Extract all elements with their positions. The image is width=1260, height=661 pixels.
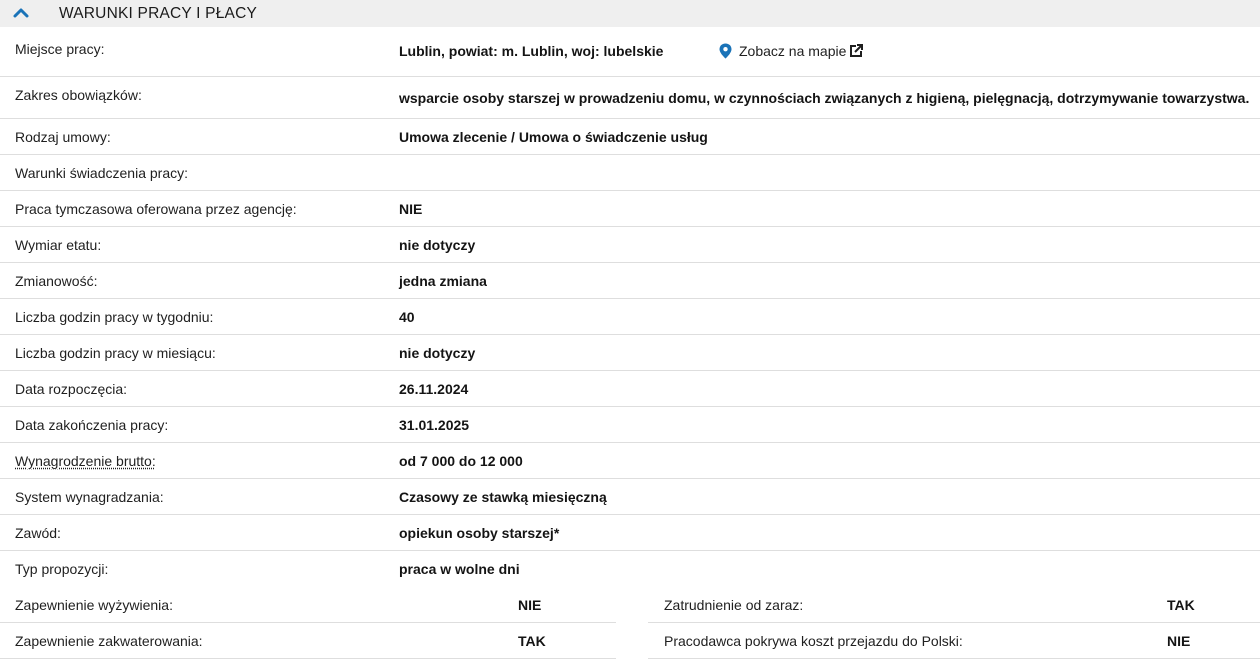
- row-value: Czasowy ze stawką miesięczną: [399, 488, 607, 505]
- row-value: TAK: [1167, 596, 1195, 613]
- row-label: Zmianowość:: [15, 272, 98, 289]
- row-value: Umowa zlecenie / Umowa o świadczenie usług: [399, 128, 708, 145]
- row-value: nie dotyczy: [399, 236, 476, 253]
- row-value: jedna zmiana: [399, 272, 487, 289]
- row-label: Liczba godzin pracy w tygodniu:: [15, 308, 214, 325]
- section-title: WARUNKI PRACY I PŁACY: [59, 5, 257, 22]
- row-data-rozpoczecia: [0, 371, 1260, 407]
- row-label: Typ propozycji:: [15, 561, 109, 577]
- row-wymiar-etatu: [0, 227, 1260, 263]
- row-label: Zatrudnienie od zaraz:: [664, 596, 804, 613]
- row-label: Zakres obowiązków:: [15, 87, 142, 103]
- row-label: Wymiar etatu:: [15, 236, 102, 253]
- row-koszt-przejazdu: [648, 623, 1260, 659]
- row-value: od 7 000 do 12 000: [399, 452, 523, 469]
- row-value: wsparcie osoby starszej w prowadzeniu domu, w czynnościach związanych z higieną, pielęgnacją, dotrzymywanie towarzystwa.: [399, 90, 1250, 106]
- map-pin-icon: [718, 43, 733, 59]
- row-warunki-swiadczenia: [0, 155, 1260, 191]
- row-value: 26.11.2024: [399, 380, 469, 397]
- row-value: NIE: [518, 596, 542, 613]
- row-wynagrodzenie: [0, 443, 1260, 479]
- row-label: Liczba godzin pracy w miesiącu:: [15, 344, 216, 361]
- row-value: nie dotyczy: [399, 344, 476, 361]
- row-praca-tymczasowa: [0, 191, 1260, 227]
- row-typ-propozycji: [0, 551, 1260, 587]
- row-zawod: [0, 515, 1260, 551]
- chevron-up-icon[interactable]: [11, 4, 31, 22]
- row-label: Miejsce pracy:: [15, 41, 105, 57]
- row-system-wynagradzania: [0, 479, 1260, 515]
- row-value: praca w wolne dni: [399, 561, 520, 577]
- row-label: Zawód:: [15, 524, 61, 541]
- row-label: System wynagradzania:: [15, 488, 164, 505]
- row-zmianowosc: [0, 263, 1260, 299]
- row-godziny-tydzien: [0, 299, 1260, 335]
- external-link-icon: [849, 44, 863, 58]
- row-miejsce-pracy: [0, 27, 1260, 77]
- row-value: TAK: [518, 632, 546, 649]
- row-value: 40: [399, 308, 415, 325]
- row-zakres-obowiazkow: [0, 77, 1260, 119]
- row-value: Lublin, powiat: m. Lublin, woj: lubelskie: [399, 43, 664, 59]
- row-label: Rodzaj umowy:: [15, 128, 111, 145]
- row-label: Data zakończenia pracy:: [15, 416, 169, 433]
- row-value: 31.01.2025: [399, 416, 470, 433]
- row-label: Data rozpoczęcia:: [15, 380, 128, 397]
- row-zapewnienie-zakwaterowania: [0, 623, 616, 659]
- row-godziny-miesiac: [0, 335, 1260, 371]
- row-data-zakonczenia: [0, 407, 1260, 443]
- row-value: NIE: [399, 200, 423, 217]
- row-zapewnienie-wyzywienia: [0, 587, 616, 623]
- map-link[interactable]: [718, 43, 863, 59]
- map-link-label[interactable]: Zobacz na mapie: [739, 43, 847, 59]
- row-label: Praca tymczasowa oferowana przez agencję:: [15, 200, 297, 217]
- row-zatrudnienie-od-zaraz: [648, 587, 1260, 623]
- row-rodzaj-umowy: [0, 119, 1260, 155]
- row-label: Zapewnienie wyżywienia:: [15, 596, 173, 613]
- row-label: Zapewnienie zakwaterowania:: [15, 632, 203, 649]
- row-label: Warunki świadczenia pracy:: [15, 164, 188, 181]
- row-label: Pracodawca pokrywa koszt przejazdu do Polski:: [664, 632, 963, 649]
- row-value: opiekun osoby starszej*: [399, 524, 560, 541]
- section-header[interactable]: [0, 0, 1260, 27]
- row-value: NIE: [1167, 632, 1191, 649]
- salary-label-tooltip[interactable]: Wynagrodzenie brutto:: [15, 452, 156, 469]
